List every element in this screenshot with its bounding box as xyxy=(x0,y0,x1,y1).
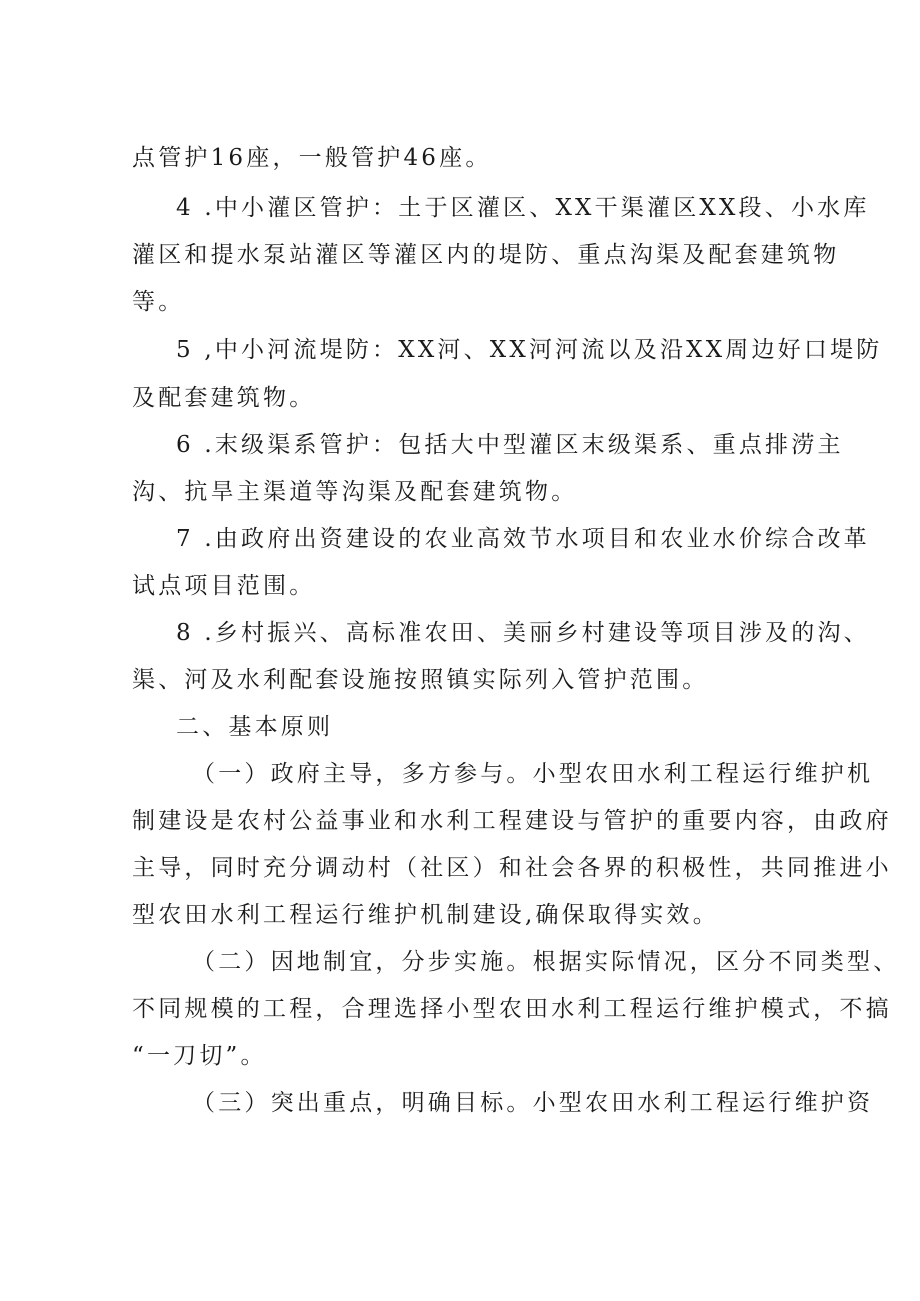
text-line: 渠、河及水利配套设施按照镇实际列入管护范围。 xyxy=(132,667,709,693)
section-heading: 二、基本原则 xyxy=(176,714,334,740)
text-line: 7 .由政府出资建设的农业高效节水项目和农业水价综合改革 xyxy=(176,526,870,552)
text-line: 等。 xyxy=(132,289,185,315)
text-line: 6 .末级渠系管护：包括大中型灌区末级渠系、重点排涝主 xyxy=(176,432,844,458)
text-line: 8 .乡村振兴、高标准农田、美丽乡村建设等项目涉及的沟、 xyxy=(176,620,870,646)
text-line: 4 .中小灌区管护：土于区灌区、XX干渠灌区XX段、小水库 xyxy=(176,195,870,221)
text-line: 试点项目范围。 xyxy=(132,573,316,599)
text-line: 型农田水利工程运行维护机制建设,确保取得实效。 xyxy=(132,902,719,928)
text-line: 灌区和提水泵站灌区等灌区内的堤防、重点沟渠及配套建筑物 xyxy=(132,242,840,268)
text-line: 主导，同时充分调动村（社区）和社会各界的积极性，共同推进小 xyxy=(132,855,892,881)
text-line: （二）因地制宜，分步实施。根据实际情况，区分不同类型、 xyxy=(192,949,900,975)
text-line: 点管护16座，一般管护46座。 xyxy=(132,145,492,171)
text-line: 及配套建筑物。 xyxy=(132,385,316,411)
text-line: 不同规模的工程，合理选择小型农田水利工程运行维护模式，不搞 xyxy=(132,996,892,1022)
text-line: “一刀切”。 xyxy=(132,1043,267,1069)
text-line: （三）突出重点，明确目标。小型农田水利工程运行维护资 xyxy=(192,1090,874,1116)
text-line: 5 ,中小河流堤防：XX河、XX河河流以及沿XX周边好口堤防 xyxy=(176,337,883,363)
text-line: 沟、抗旱主渠道等沟渠及配套建筑物。 xyxy=(132,479,578,505)
text-line: 制建设是农村公益事业和水利工程建设与管护的重要内容，由政府 xyxy=(132,808,892,834)
text-line: （一）政府主导，多方参与。小型农田水利工程运行维护机 xyxy=(192,761,874,787)
